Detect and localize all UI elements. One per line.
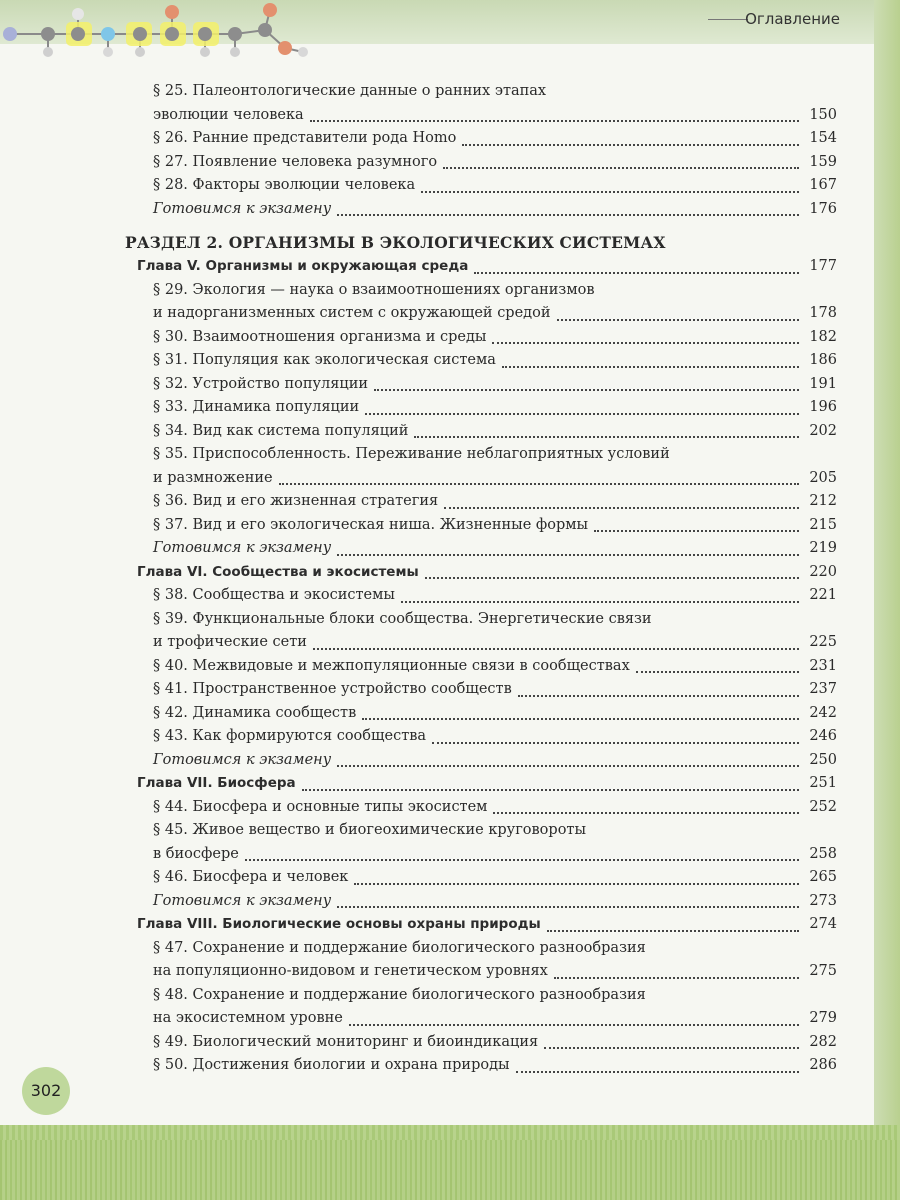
toc-row	[125, 373, 837, 397]
toc-entry	[125, 396, 837, 420]
page-ref: 202	[809, 422, 837, 439]
paragraph-title: эволюции человека	[153, 106, 304, 123]
paragraph-title: и размножение	[153, 469, 273, 486]
paragraph-title: § 31. Популяция как экологическая система	[153, 352, 496, 368]
toc-row	[125, 631, 837, 655]
page-ref: 237	[809, 681, 837, 697]
toc-row	[125, 890, 837, 914]
toc-row	[125, 561, 837, 585]
toc-entry	[125, 890, 837, 914]
dot-leader	[444, 507, 799, 509]
page-ref: 258	[809, 845, 837, 862]
paragraph-title: § 44. Биосфера и основные типы экосистем	[153, 798, 488, 815]
paragraph-title: § 32. Устройство популяции	[153, 375, 369, 392]
page-ref: 212	[809, 493, 837, 509]
dot-leader	[354, 883, 799, 885]
toc-entry	[125, 349, 837, 373]
paragraph-title: § 46. Биосфера и человек	[153, 869, 349, 885]
dot-leader	[492, 342, 799, 344]
table-of-contents	[125, 80, 837, 1078]
dot-leader	[493, 812, 799, 814]
toc-row	[125, 749, 837, 773]
toc-entry	[125, 198, 837, 222]
toc-entry	[125, 561, 837, 585]
toc-entry	[125, 151, 837, 175]
toc-entry	[125, 678, 837, 702]
page-ref: 215	[809, 516, 837, 533]
chapter-title: Глава VIII. Биологические основы охраны природы	[137, 916, 541, 932]
paragraph-title: и надорганизменных систем с окружающей средой	[153, 305, 551, 321]
dot-leader	[518, 695, 799, 697]
toc-entry	[125, 231, 837, 255]
toc-row	[125, 584, 837, 608]
header-rule	[708, 19, 748, 20]
page-ref: 274	[809, 916, 837, 932]
toc-row	[125, 678, 837, 702]
page-ref: 282	[809, 1033, 837, 1050]
toc-entry-line: § 45. Живое вещество и биогеохимические круговороты	[153, 822, 586, 838]
paragraph-title: § 40. Межвидовые и межпопуляционные связи в сообществах	[153, 657, 630, 674]
toc-entry	[125, 514, 837, 538]
paragraph-title: § 26. Ранние представители рода Homo	[153, 130, 457, 146]
toc-row	[125, 796, 837, 820]
exam-review-label: Готовимся к экзамену	[153, 200, 332, 217]
dot-leader	[349, 1024, 799, 1026]
toc-row	[125, 349, 837, 373]
toc-entry	[125, 702, 837, 726]
page-ref: 219	[809, 540, 837, 556]
page-ref: 159	[809, 153, 837, 170]
paragraph-title: § 36. Вид и его жизненная стратегия	[153, 493, 439, 509]
dot-leader	[425, 577, 799, 579]
toc-entry	[125, 584, 837, 608]
toc-entry	[125, 80, 837, 127]
toc-entry	[125, 749, 837, 773]
page-ref: 250	[809, 751, 837, 768]
exam-review-label: Готовимся к экзамену	[153, 892, 332, 909]
page-ref: 178	[809, 305, 837, 321]
toc-entry	[125, 1031, 837, 1055]
page-ref: 167	[809, 177, 837, 193]
toc-row	[125, 302, 837, 326]
toc-entry-line: § 25. Палеонтологические данные о ранних этапах	[153, 83, 547, 99]
dot-leader	[337, 554, 799, 556]
toc-entry	[125, 127, 837, 151]
toc-entry	[125, 174, 837, 198]
toc-row	[125, 127, 837, 151]
toc-entry	[125, 279, 837, 326]
toc-entry	[125, 326, 837, 350]
toc-entry	[125, 490, 837, 514]
page-ref: 252	[809, 798, 837, 815]
dot-leader	[462, 144, 799, 146]
page-ref: 246	[809, 728, 837, 744]
toc-row	[125, 490, 837, 514]
toc-entry	[125, 725, 837, 749]
page-ref: 154	[809, 130, 837, 146]
dot-leader	[337, 214, 799, 216]
paragraph-title: на популяционно-видовом и генетическом уровнях	[153, 963, 548, 979]
page-ref: 251	[809, 775, 837, 791]
toc-row	[125, 326, 837, 350]
dot-leader	[414, 436, 799, 438]
toc-row	[125, 913, 837, 937]
toc-entry	[125, 866, 837, 890]
page-ref: 265	[809, 869, 837, 885]
page-ref: 242	[809, 704, 837, 721]
paragraph-title: § 41. Пространственное устройство сообществ	[153, 681, 512, 697]
page-ref: 176	[809, 200, 837, 217]
toc-entry	[125, 255, 837, 279]
toc-entry-line: § 29. Экология — наука о взаимоотношениях организмов	[153, 281, 595, 298]
paragraph-title: § 30. Взаимоотношения организма и среды	[153, 328, 487, 345]
dot-leader	[279, 483, 799, 485]
bottom-band-texture	[0, 1140, 900, 1200]
page-number: 302	[22, 1067, 70, 1115]
page-ref: 186	[809, 352, 837, 368]
dot-leader	[636, 671, 799, 673]
dot-leader	[432, 742, 799, 744]
paragraph-title: в биосфере	[153, 845, 239, 862]
page-ref: 150	[809, 106, 837, 123]
molecule-decoration-icon	[0, 0, 320, 60]
dot-leader	[594, 530, 799, 532]
toc-row	[125, 960, 837, 984]
page-ref: 225	[809, 634, 837, 650]
toc-entry	[125, 937, 837, 984]
toc-entry-line: § 39. Функциональные блоки сообщества. Энергетические связи	[153, 610, 652, 627]
dot-leader	[544, 1047, 799, 1049]
toc-entry	[125, 443, 837, 490]
toc-row	[125, 514, 837, 538]
toc-entry	[125, 984, 837, 1031]
page-ref: 196	[809, 399, 837, 415]
paragraph-title: § 34. Вид как система популяций	[153, 422, 409, 439]
dot-leader	[365, 413, 799, 415]
paragraph-title: § 27. Появление человека разумного	[153, 153, 438, 170]
dot-leader	[554, 977, 799, 979]
toc-entry-line: § 35. Приспособленность. Переживание неблагоприятных условий	[153, 446, 670, 462]
dot-leader	[337, 906, 799, 908]
toc-row	[125, 174, 837, 198]
page-ref: 221	[809, 587, 837, 603]
toc-row	[125, 1054, 837, 1078]
page-ref: 191	[809, 375, 837, 392]
paragraph-title: § 28. Факторы эволюции человека	[153, 177, 416, 193]
dot-leader	[516, 1071, 799, 1073]
toc-row	[125, 396, 837, 420]
exam-review-label: Готовимся к экзамену	[153, 540, 332, 556]
toc-entry	[125, 373, 837, 397]
section-title: РАЗДЕЛ 2. ОРГАНИЗМЫ В ЭКОЛОГИЧЕСКИХ СИСТЕМАХ	[125, 233, 666, 252]
page-header-title: Оглавление	[745, 10, 840, 28]
toc-entry-line: § 47. Сохранение и поддержание биологического разнообразия	[153, 939, 646, 956]
toc-row	[125, 843, 837, 867]
toc-row	[125, 866, 837, 890]
toc-row	[125, 420, 837, 444]
toc-row	[125, 537, 837, 561]
dot-leader	[245, 859, 799, 861]
exam-review-label: Готовимся к экзамену	[153, 751, 332, 768]
dot-leader	[502, 366, 799, 368]
page-ref: 231	[809, 657, 837, 674]
paragraph-title: § 42. Динамика сообществ	[153, 704, 357, 721]
paragraph-title: § 33. Динамика популяции	[153, 399, 360, 415]
toc-row	[125, 467, 837, 491]
page-edge-strip	[874, 0, 900, 1125]
toc-entry-line: § 48. Сохранение и поддержание биологического разнообразия	[153, 986, 646, 1003]
dot-leader	[310, 120, 799, 122]
paragraph-title: и трофические сети	[153, 634, 307, 650]
toc-row	[125, 772, 837, 796]
dot-leader	[547, 930, 799, 932]
paragraph-title: на экосистемном уровне	[153, 1010, 343, 1026]
dot-leader	[337, 765, 799, 767]
toc-row	[125, 702, 837, 726]
dot-leader	[557, 319, 800, 321]
paragraph-title: § 38. Сообщества и экосистемы	[153, 587, 395, 603]
toc-row	[125, 151, 837, 175]
toc-entry	[125, 655, 837, 679]
toc-entry	[125, 420, 837, 444]
toc-entry	[125, 608, 837, 655]
dot-leader	[443, 167, 799, 169]
paragraph-title: § 43. Как формируются сообщества	[153, 728, 427, 744]
page-ref: 275	[809, 963, 837, 979]
toc-entry	[125, 913, 837, 937]
toc-row	[125, 1031, 837, 1055]
toc-entry	[125, 796, 837, 820]
toc-row	[125, 655, 837, 679]
toc-row	[125, 198, 837, 222]
dot-leader	[421, 191, 799, 193]
dot-leader	[302, 789, 799, 791]
page-ref: 273	[809, 892, 837, 909]
chapter-title: Глава VII. Биосфера	[137, 775, 296, 791]
paragraph-title: § 49. Биологический мониторинг и биоиндикация	[153, 1033, 539, 1050]
dot-leader	[362, 718, 799, 720]
toc-entry	[125, 772, 837, 796]
paragraph-title: § 37. Вид и его экологическая ниша. Жизненные формы	[153, 516, 589, 533]
dot-leader	[313, 648, 799, 650]
paragraph-title: § 50. Достижения биологии и охрана природы	[153, 1057, 510, 1073]
toc-row	[125, 725, 837, 749]
page-ref: 205	[809, 469, 837, 486]
toc-row	[125, 255, 837, 279]
page-ref: 182	[809, 328, 837, 345]
toc-entry	[125, 537, 837, 561]
chapter-title: Глава VI. Сообщества и экосистемы	[137, 563, 419, 580]
toc-entry	[125, 1054, 837, 1078]
page-ref: 279	[809, 1010, 837, 1026]
page-ref: 220	[809, 563, 837, 580]
toc-entry	[125, 819, 837, 866]
toc-row	[125, 1007, 837, 1031]
dot-leader	[374, 389, 799, 391]
dot-leader	[401, 601, 799, 603]
page-ref: 177	[809, 258, 837, 274]
dot-leader	[474, 272, 799, 274]
chapter-title: Глава V. Организмы и окружающая среда	[137, 258, 469, 274]
toc-row	[125, 104, 837, 128]
page-ref: 286	[809, 1057, 837, 1073]
